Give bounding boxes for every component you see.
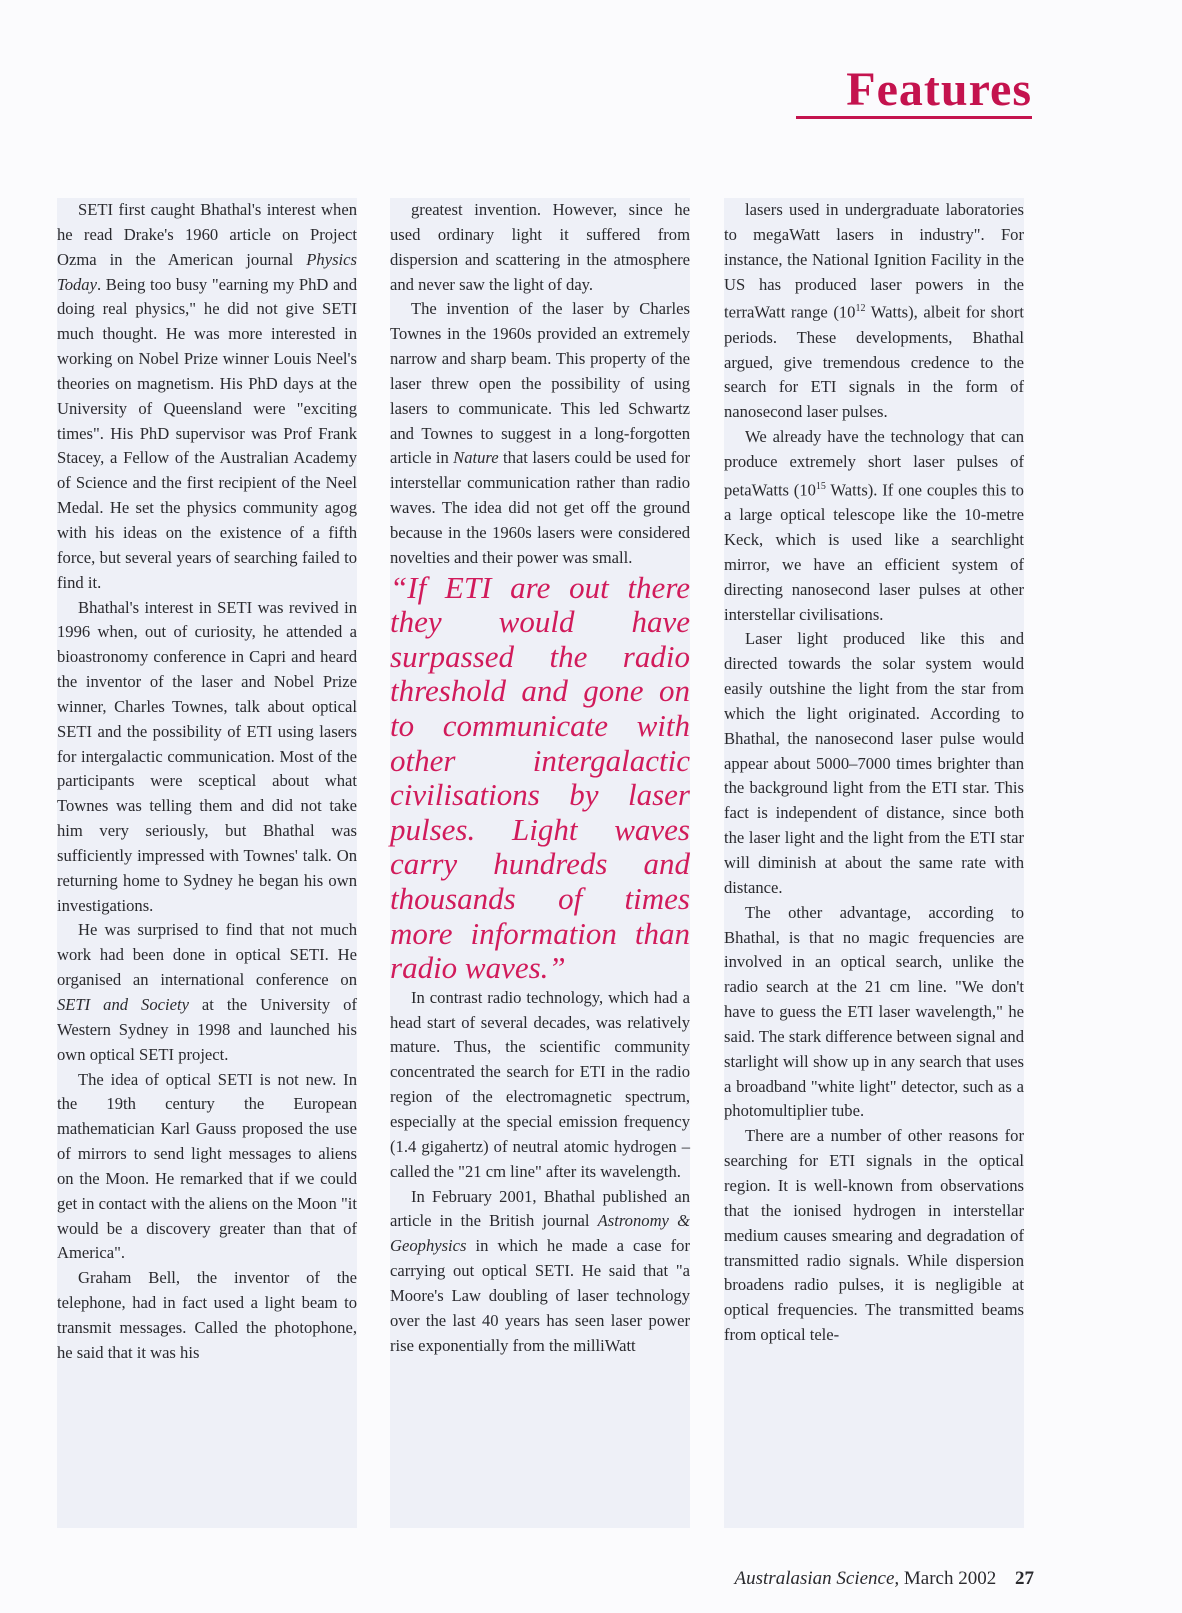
body-paragraph: SETI first caught Bhathal's interest when he read Drake's 1960 article on Project Ozma in the American journal Physics Today. Being too busy "earning my PhD and doing real physics," he did not give SETI much thought. He was more interested in working on Nobel Prize winner Louis Neel's theories on magnetism. His PhD days at the University of Queensland were "exciting times". His PhD supervisor was Prof Frank Stacey, a Fellow of the Australian Academy of Science and the first recipient of the Neel Medal. He set the physics community agog with his ideas on the existence of a fifth force, but several years of searching failed to find it. — [57, 200, 357, 592]
page-footer — [735, 1568, 1034, 1590]
body-paragraph: The idea of optical SETI is not new. In the 19th century the European mathematician Karl Gauss proposed the use of mirrors to send light messages to aliens on the Moon. He remarked that if we could get in contact with the aliens on the Moon "it would be a discovery greater than that of America". — [57, 1069, 357, 1263]
exponent: 12 — [855, 303, 866, 315]
pull-quote: “If ETI are out there they would have surpassed the radio threshold and gone on to communicate with other intergalactic civilisations by laser pulses. Light waves carry hundreds and thousands of times more information than radio waves.” — [390, 569, 690, 986]
body-paragraph: We already have the technology that can produce extremely short laser pulses of petaWatts ($10^{15}$ Watts). If one couples this to a large optical telescope like the 10-metre Keck, which is used like a searchlight mirror, we have an efficient system of directing nanosecond laser pulses at other interstellar civilisations. — [724, 427, 1024, 624]
publication-title: Nature — [453, 448, 499, 468]
body-paragraph: Graham Bell, the inventor of the telephone, had in fact used a light beam to transmit messages. Called the photophone, he said that it was his — [57, 1268, 357, 1362]
body-paragraph: Laser light produced like this and directed towards the solar system would easily outshine the light from the star from which the light originated. According to Bhathal, the nanosecond laser pulse would appear about 5000–7000 times brighter than the background light from the ETI star. This fact is independent of distance, since both the laser light and the light from the ETI star will diminish at about the same rate with distance. — [724, 629, 1024, 897]
section-heading-underline — [796, 116, 1032, 119]
article-column-2 — [390, 198, 690, 1528]
body-paragraph: He was surprised to find that not much work had been done in optical SETI. He organised an international conference on SETI and Society at the University of Western Sydney in 1998 and launched his own optical SETI project. — [57, 920, 357, 1064]
page-number: 27 — [1015, 1568, 1034, 1589]
article-column-3 — [724, 198, 1024, 1528]
body-paragraph: greatest invention. However, since he used ordinary light it suffered from dispersion and scattering in the atmosphere and never saw the light of day. — [390, 200, 690, 294]
body-paragraph: The invention of the laser by Charles Townes in the 1960s provided an extremely narrow and sharp beam. This property of the laser threw open the possibility of using lasers to communicate. This led Schwartz and Townes to suggest in a long-forgotten article in Nature that lasers could be used for interstellar communication rather than radio waves. The idea did not get off the ground because in the 1960s lasers were considered novelties and their power was small. — [390, 299, 690, 567]
publication-title: Astronomy & Geophysics — [390, 1211, 690, 1256]
footer-date: March 2002 — [903, 1568, 997, 1589]
body-paragraph: Bhathal's interest in SETI was revived in 1996 when, out of curiosity, he attended a bioastronomy conference in Capri and heard the inventor of the laser and Nobel Prize winner, Charles Townes, talk about optical SETI and the possibility of ETI using lasers for intergalactic communication. Most of the participants were sceptical about what Townes was telling them and did not take him very seriously, but Bhathal was sufficiently impressed with Townes' talk. On returning home to Sydney he began his own investigations. — [57, 597, 357, 915]
body-paragraph: In contrast radio technology, which had a head start of several decades, was relatively mature. Thus, the scientific community concentrated the search for ETI in the radio region of the electromagnetic spectrum, especially at the special emission frequency (1.4 gigahertz) of neutral atomic hydrogen – called the "21 cm line" after its wavelength. — [390, 987, 690, 1181]
exponent: 15 — [815, 480, 826, 492]
publication-title: Physics Today — [57, 249, 357, 294]
body-paragraph: The other advantage, according to Bhathal, is that no magic frequencies are involved in an optical search, unlike the radio search at the 21 cm line. "We don't have to guess the ETI laser wavelength," he said. The stark difference between signal and starlight will show up in any search that uses a broadband "white light" detector, such as a photomultiplier tube. — [724, 902, 1024, 1121]
article-column-1 — [57, 198, 357, 1528]
section-heading: Features — [846, 63, 1032, 116]
body-paragraph: In February 2001, Bhathal published an article in the British journal Astronomy & Geophysics in which he made a case for carrying out optical SETI. He said that "a Moore's Law doubling of laser technology over the last 40 years has seen laser power rise exponentially from the milliWatt — [390, 1186, 690, 1355]
publication-title: SETI and Society — [57, 995, 189, 1014]
body-paragraph: lasers used in undergraduate laboratories to megaWatt lasers in industry". For instance, the National Ignition Facility in the US has produced laser powers in the terraWatt range ($10^{12}$ Watts), albeit for short periods. These developments, Bhathal argued, give tremendous credence to the search for ETI signals in the form of nanosecond laser pulses. — [724, 200, 1024, 422]
body-paragraph: There are a number of other reasons for searching for ETI signals in the optical region. It is well-known from observations that the ionised hydrogen in interstellar medium causes smearing and degradation of transmitted radio signals. While dispersion broadens radio pulses, it is negligible at optical frequencies. The transmitted beams from optical tele- — [724, 1126, 1024, 1345]
footer-publication: Australasian Science, — [734, 1568, 900, 1589]
